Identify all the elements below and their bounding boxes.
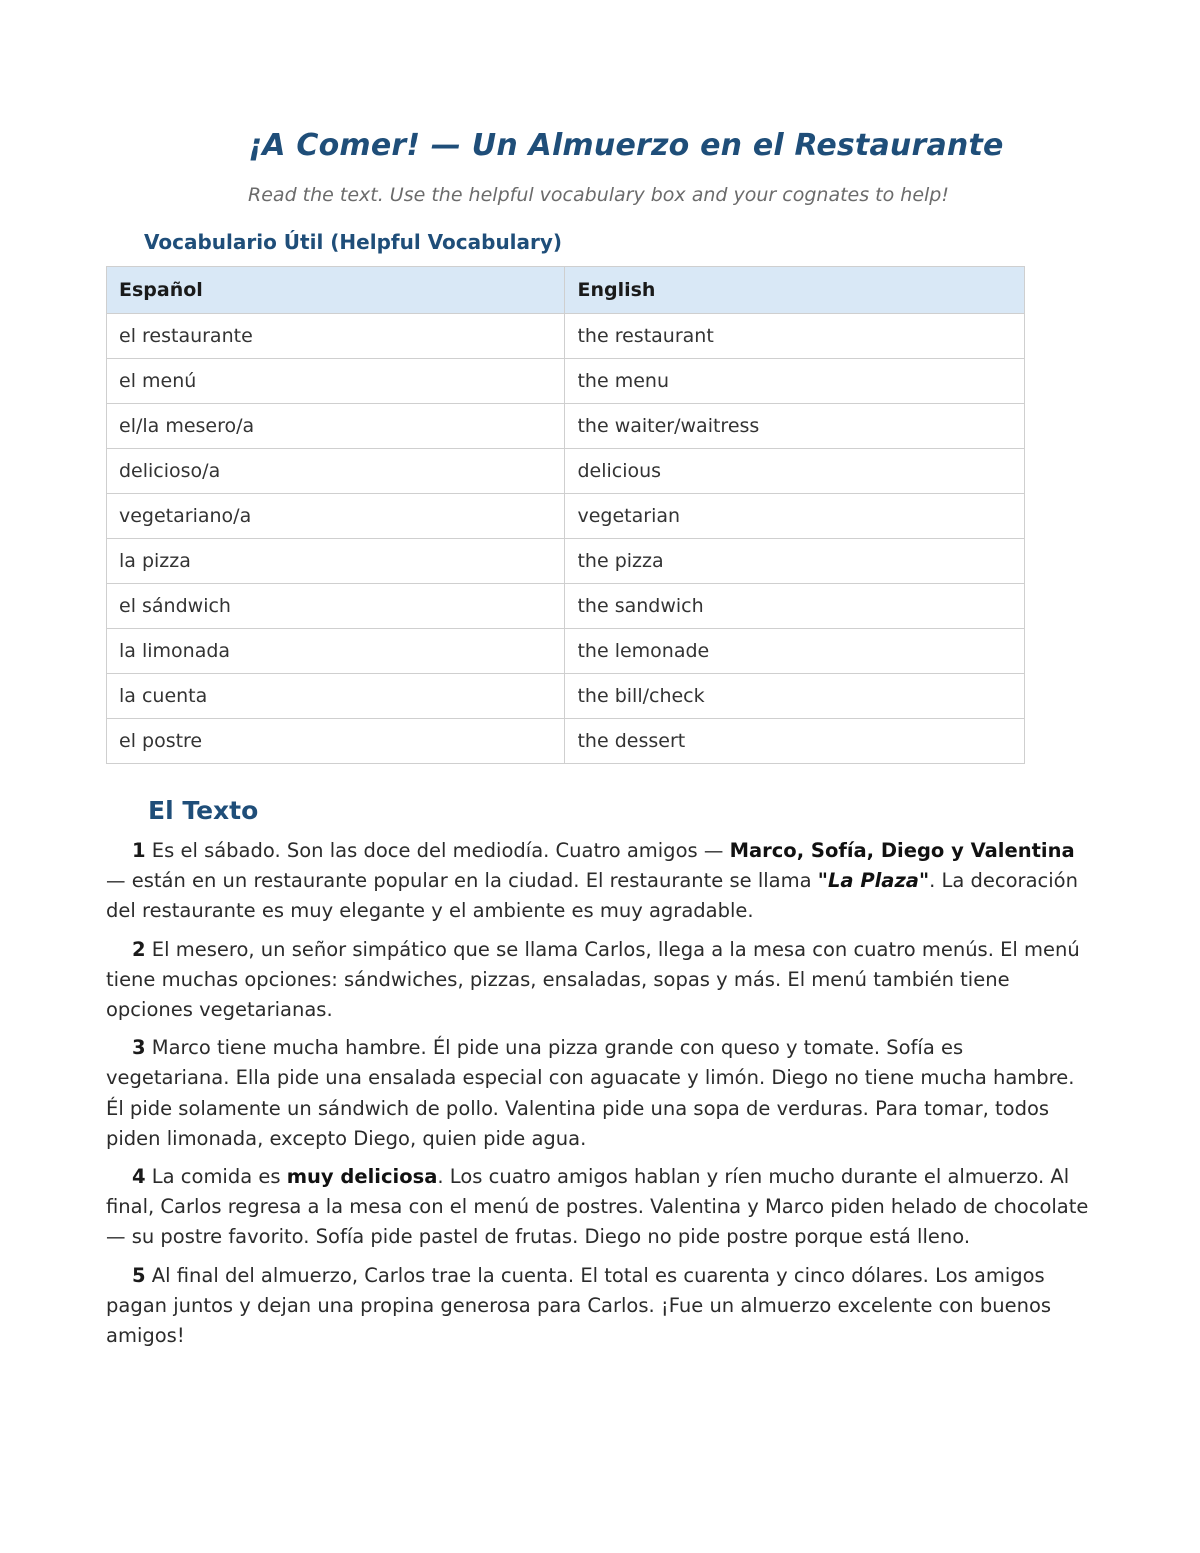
- spanish-term: la limonada: [107, 629, 565, 674]
- paragraph-2: [106, 935, 1091, 1026]
- table-row: [107, 629, 1025, 674]
- paragraph-text: La comida es: [145, 1165, 287, 1189]
- paragraph-text: El mesero, un señor simpático que se llama Carlos, llega a la mesa con cuatro menús. El menú tiene muchas opciones: sándwiches, pizzas, ensaladas, sopas y más. El menú también tiene opciones vegetarianas.: [106, 937, 1080, 1022]
- table-row: [107, 359, 1025, 404]
- table-header-row: [107, 267, 1025, 314]
- table-row: [107, 404, 1025, 449]
- paragraph-number: 3: [132, 1036, 146, 1060]
- paragraph-4: [106, 1162, 1091, 1253]
- column-header-english: English: [565, 267, 1025, 314]
- spanish-term: el postre: [107, 719, 565, 764]
- spanish-term: delicioso/a: [107, 449, 565, 494]
- emphasis-text: muy deliciosa: [286, 1165, 438, 1189]
- spanish-term: el sándwich: [107, 584, 565, 629]
- paragraph-5: [106, 1261, 1091, 1352]
- paragraph-text: Es el sábado. Son las doce del mediodía. Cuatro amigos —: [145, 839, 730, 862]
- reading-heading: El Texto: [148, 796, 259, 825]
- spanish-term: el restaurante: [107, 314, 565, 359]
- english-term: the waiter/waitress: [565, 404, 1025, 449]
- paragraph-text: . Los cuatro amigos hablan y ríen mucho durante el almuerzo. Al final, Carlos regresa a la mesa con el menú de postres. Valentina y Marco piden helado de chocolate — su postre favorito. Sofía pide pastel de frutas. Diego no pide postre porque está lleno.: [106, 1165, 1089, 1249]
- vocabulary-heading: Vocabulario Útil (Helpful Vocabulary): [144, 230, 563, 254]
- paragraph-text: Al final del almuerzo, Carlos trae la cuenta. El total es cuarenta y cinco dólares. Los amigos pagan juntos y dejan una propina generosa para Carlos. ¡Fue un almuerzo excelente con buenos amigos!: [106, 1263, 1052, 1348]
- spanish-term: el/la mesero/a: [107, 404, 565, 449]
- spanish-term: vegetariano/a: [107, 494, 565, 539]
- table-row: [107, 494, 1025, 539]
- paragraph-number: 5: [132, 1263, 146, 1287]
- table-row: [107, 539, 1025, 584]
- vocabulary-table: [106, 266, 1025, 764]
- table-row: [107, 584, 1025, 629]
- paragraph-text: Marco tiene mucha hambre. Él pide una pizza grande con queso y tomate. Sofía es vegetariana. Ella pide una ensalada especial con aguacate y limón. Diego no tiene mucha hambre. Él pide solamente un sándwich de pollo. Valentina pide una sopa de verduras. Para tomar, todos piden limonada, excepto Diego, quien pide agua.: [106, 1036, 1075, 1150]
- english-term: delicious: [565, 449, 1025, 494]
- english-term: the lemonade: [565, 629, 1025, 674]
- english-term: the menu: [565, 359, 1025, 404]
- paragraph-number: 4: [132, 1165, 146, 1189]
- spanish-term: el menú: [107, 359, 565, 404]
- paragraph-1: [106, 836, 1091, 927]
- english-term: the dessert: [565, 719, 1025, 764]
- english-term: vegetarian: [565, 494, 1025, 539]
- english-term: the restaurant: [565, 314, 1025, 359]
- table-row: [107, 674, 1025, 719]
- restaurant-name: "La Plaza": [817, 869, 930, 893]
- english-term: the bill/check: [565, 674, 1025, 719]
- page-title: ¡A Comer! — Un Almuerzo en el Restaurante: [248, 128, 1004, 163]
- paragraph-number: 2: [132, 937, 146, 961]
- paragraph-text: . La decoración del restaurante es muy elegante y el ambiente es muy agradable.: [106, 869, 1078, 923]
- reading-text: [106, 836, 1091, 1359]
- paragraph-3: [106, 1033, 1091, 1154]
- paragraph-number: 1: [132, 839, 146, 862]
- paragraph-text: — están en un restaurante popular en la ciudad. El restaurante se llama: [106, 869, 818, 893]
- friends-names: Marco, Sofía, Diego y Valentina: [729, 839, 1075, 862]
- instructions-subtitle: Read the text. Use the helpful vocabulary box and your cognates to help!: [248, 184, 949, 206]
- column-header-spanish: Español: [107, 267, 565, 314]
- spanish-term: la pizza: [107, 539, 565, 584]
- table-row: [107, 449, 1025, 494]
- english-term: the sandwich: [565, 584, 1025, 629]
- table-row: [107, 719, 1025, 764]
- english-term: the pizza: [565, 539, 1025, 584]
- spanish-term: la cuenta: [107, 674, 565, 719]
- table-row: [107, 314, 1025, 359]
